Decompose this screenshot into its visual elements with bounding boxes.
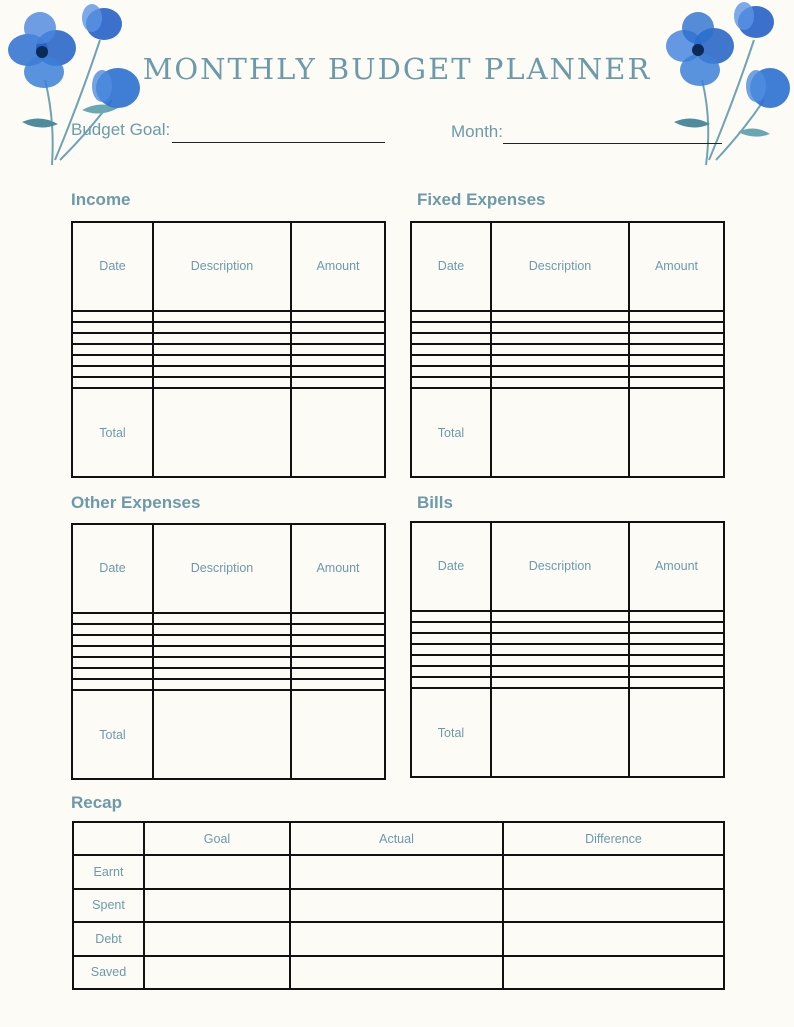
description-cell[interactable] <box>491 344 629 355</box>
amount-cell[interactable] <box>629 311 724 322</box>
income-title: Income <box>71 190 131 209</box>
col-date-header: Date <box>72 524 153 613</box>
col-description-header: Description <box>153 222 291 311</box>
recap-row-label: Saved <box>73 956 144 989</box>
recap-row <box>73 922 724 955</box>
ledger-header-row <box>72 222 385 311</box>
amount-cell[interactable] <box>629 666 724 677</box>
amount-cell[interactable] <box>291 668 385 679</box>
recap-input-cell[interactable] <box>503 889 724 922</box>
description-cell[interactable] <box>153 668 291 679</box>
recap-header-row <box>73 822 724 855</box>
description-cell[interactable] <box>491 311 629 322</box>
date-cell[interactable] <box>411 622 491 633</box>
month-label: Month: <box>451 122 503 141</box>
total-label: Total <box>411 688 491 777</box>
col-amount-header: Amount <box>291 524 385 613</box>
table-row <box>411 366 724 377</box>
recap-row <box>73 956 724 989</box>
col-date-header: Date <box>411 222 491 311</box>
table-row <box>72 679 385 690</box>
bills-title: Bills <box>417 493 453 512</box>
description-cell[interactable] <box>153 377 291 388</box>
recap-title: Recap <box>71 793 123 812</box>
amount-cell[interactable] <box>629 655 724 666</box>
total-label: Total <box>72 388 153 477</box>
total-description-cell[interactable] <box>153 388 291 477</box>
other-expenses-title: Other Expenses <box>71 493 201 512</box>
amount-cell[interactable] <box>291 646 385 657</box>
recap-input-cell[interactable] <box>144 889 290 922</box>
ledger-header-row <box>411 522 724 611</box>
table-row <box>411 666 724 677</box>
description-cell[interactable] <box>491 611 629 622</box>
amount-cell[interactable] <box>629 644 724 655</box>
amount-cell[interactable] <box>629 322 724 333</box>
fixed-expenses-title: Fixed Expenses <box>417 190 546 209</box>
recap-row <box>73 855 724 888</box>
amount-cell[interactable] <box>629 377 724 388</box>
recap-input-cell[interactable] <box>503 922 724 955</box>
total-amount-cell[interactable] <box>291 388 385 477</box>
amount-cell[interactable] <box>291 679 385 690</box>
description-cell[interactable] <box>153 613 291 624</box>
col-description-header: Description <box>491 522 629 611</box>
description-cell[interactable] <box>153 657 291 668</box>
table-row <box>72 635 385 646</box>
description-cell[interactable] <box>491 655 629 666</box>
amount-cell[interactable] <box>629 622 724 633</box>
table-row <box>72 646 385 657</box>
recap-input-cell[interactable] <box>144 855 290 888</box>
table-row <box>72 624 385 635</box>
col-amount-header: Amount <box>291 222 385 311</box>
date-cell[interactable] <box>72 668 153 679</box>
total-row <box>72 690 385 779</box>
recap-input-cell[interactable] <box>144 922 290 955</box>
date-cell[interactable] <box>411 377 491 388</box>
date-cell[interactable] <box>411 655 491 666</box>
description-cell[interactable] <box>153 679 291 690</box>
recap-col-goal: Goal <box>144 822 290 855</box>
description-cell[interactable] <box>491 666 629 677</box>
total-label: Total <box>411 388 491 477</box>
date-cell[interactable] <box>72 344 153 355</box>
total-description-cell[interactable] <box>153 690 291 779</box>
date-cell[interactable] <box>411 666 491 677</box>
date-cell[interactable] <box>72 624 153 635</box>
total-row <box>411 688 724 777</box>
recap-input-cell[interactable] <box>290 855 503 888</box>
total-amount-cell[interactable] <box>629 388 724 477</box>
table-row <box>72 668 385 679</box>
col-amount-header: Amount <box>629 522 724 611</box>
amount-cell[interactable] <box>629 677 724 688</box>
date-cell[interactable] <box>411 344 491 355</box>
amount-cell[interactable] <box>291 377 385 388</box>
table-row <box>411 622 724 633</box>
amount-cell[interactable] <box>291 366 385 377</box>
total-description-cell[interactable] <box>491 388 629 477</box>
col-amount-header: Amount <box>629 222 724 311</box>
description-cell[interactable] <box>491 333 629 344</box>
date-cell[interactable] <box>411 633 491 644</box>
amount-cell[interactable] <box>291 613 385 624</box>
table-row <box>411 377 724 388</box>
date-cell[interactable] <box>72 657 153 668</box>
table-row <box>411 611 724 622</box>
amount-cell[interactable] <box>291 624 385 635</box>
date-cell[interactable] <box>72 311 153 322</box>
table-row <box>411 677 724 688</box>
description-cell[interactable] <box>491 633 629 644</box>
amount-cell[interactable] <box>629 344 724 355</box>
table-row <box>72 355 385 366</box>
amount-cell[interactable] <box>629 355 724 366</box>
date-cell[interactable] <box>72 322 153 333</box>
table-row <box>72 657 385 668</box>
month-field[interactable] <box>503 143 722 144</box>
amount-cell[interactable] <box>629 366 724 377</box>
recap-row-label: Earnt <box>73 855 144 888</box>
date-cell[interactable] <box>72 613 153 624</box>
recap-row-label: Debt <box>73 922 144 955</box>
table-row <box>72 344 385 355</box>
description-cell[interactable] <box>153 355 291 366</box>
page-title: MONTHLY BUDGET PLANNER <box>142 52 652 86</box>
other-expenses-table <box>71 523 386 780</box>
recap-input-cell[interactable] <box>144 956 290 989</box>
ledger-header-row <box>411 222 724 311</box>
amount-cell[interactable] <box>291 311 385 322</box>
budget-goal-field[interactable] <box>172 142 385 143</box>
date-cell[interactable] <box>72 679 153 690</box>
date-cell[interactable] <box>411 677 491 688</box>
income-table <box>71 221 386 478</box>
table-row <box>411 344 724 355</box>
recap-col-difference: Difference <box>503 822 724 855</box>
col-date-header: Date <box>72 222 153 311</box>
total-row <box>411 388 724 477</box>
recap-corner-cell <box>73 822 144 855</box>
recap-input-cell[interactable] <box>290 956 503 989</box>
date-cell[interactable] <box>72 355 153 366</box>
amount-cell[interactable] <box>291 355 385 366</box>
recap-col-actual: Actual <box>290 822 503 855</box>
ledger-header-row <box>72 524 385 613</box>
amount-cell[interactable] <box>291 322 385 333</box>
recap-input-cell[interactable] <box>503 855 724 888</box>
amount-cell[interactable] <box>629 611 724 622</box>
total-amount-cell[interactable] <box>291 690 385 779</box>
description-cell[interactable] <box>153 624 291 635</box>
table-row <box>72 322 385 333</box>
table-row <box>411 355 724 366</box>
description-cell[interactable] <box>491 377 629 388</box>
table-row <box>411 333 724 344</box>
description-cell[interactable] <box>153 311 291 322</box>
date-cell[interactable] <box>72 377 153 388</box>
date-cell[interactable] <box>411 322 491 333</box>
table-row <box>411 655 724 666</box>
date-cell[interactable] <box>72 366 153 377</box>
recap-input-cell[interactable] <box>503 956 724 989</box>
col-description-header: Description <box>153 524 291 613</box>
fixed-expenses-table <box>410 221 725 478</box>
amount-cell[interactable] <box>629 633 724 644</box>
recap-row-label: Spent <box>73 889 144 922</box>
recap-input-cell[interactable] <box>290 889 503 922</box>
amount-cell[interactable] <box>291 635 385 646</box>
date-cell[interactable] <box>72 646 153 657</box>
table-row <box>411 644 724 655</box>
budget-goal-label: Budget Goal: <box>71 120 171 139</box>
description-cell[interactable] <box>153 344 291 355</box>
amount-cell[interactable] <box>291 344 385 355</box>
description-cell[interactable] <box>153 333 291 344</box>
description-cell[interactable] <box>153 646 291 657</box>
recap-table <box>72 821 725 990</box>
date-cell[interactable] <box>411 333 491 344</box>
description-cell[interactable] <box>491 622 629 633</box>
description-cell[interactable] <box>491 677 629 688</box>
table-row <box>411 633 724 644</box>
table-row <box>411 311 724 322</box>
total-label: Total <box>72 690 153 779</box>
description-cell[interactable] <box>491 322 629 333</box>
bills-table <box>410 521 725 778</box>
amount-cell[interactable] <box>291 333 385 344</box>
col-description-header: Description <box>491 222 629 311</box>
recap-input-cell[interactable] <box>290 922 503 955</box>
description-cell[interactable] <box>153 366 291 377</box>
amount-cell[interactable] <box>629 333 724 344</box>
description-cell[interactable] <box>153 635 291 646</box>
col-date-header: Date <box>411 522 491 611</box>
date-cell[interactable] <box>411 311 491 322</box>
amount-cell[interactable] <box>291 657 385 668</box>
description-cell[interactable] <box>491 366 629 377</box>
description-cell[interactable] <box>491 644 629 655</box>
table-row <box>72 613 385 624</box>
date-cell[interactable] <box>72 333 153 344</box>
table-row <box>411 322 724 333</box>
total-amount-cell[interactable] <box>629 688 724 777</box>
date-cell[interactable] <box>411 355 491 366</box>
date-cell[interactable] <box>411 611 491 622</box>
table-row <box>72 333 385 344</box>
table-row <box>72 377 385 388</box>
table-row <box>72 311 385 322</box>
date-cell[interactable] <box>411 366 491 377</box>
total-description-cell[interactable] <box>491 688 629 777</box>
total-row <box>72 388 385 477</box>
date-cell[interactable] <box>411 644 491 655</box>
description-cell[interactable] <box>153 322 291 333</box>
date-cell[interactable] <box>72 635 153 646</box>
table-row <box>72 366 385 377</box>
recap-row <box>73 889 724 922</box>
description-cell[interactable] <box>491 355 629 366</box>
